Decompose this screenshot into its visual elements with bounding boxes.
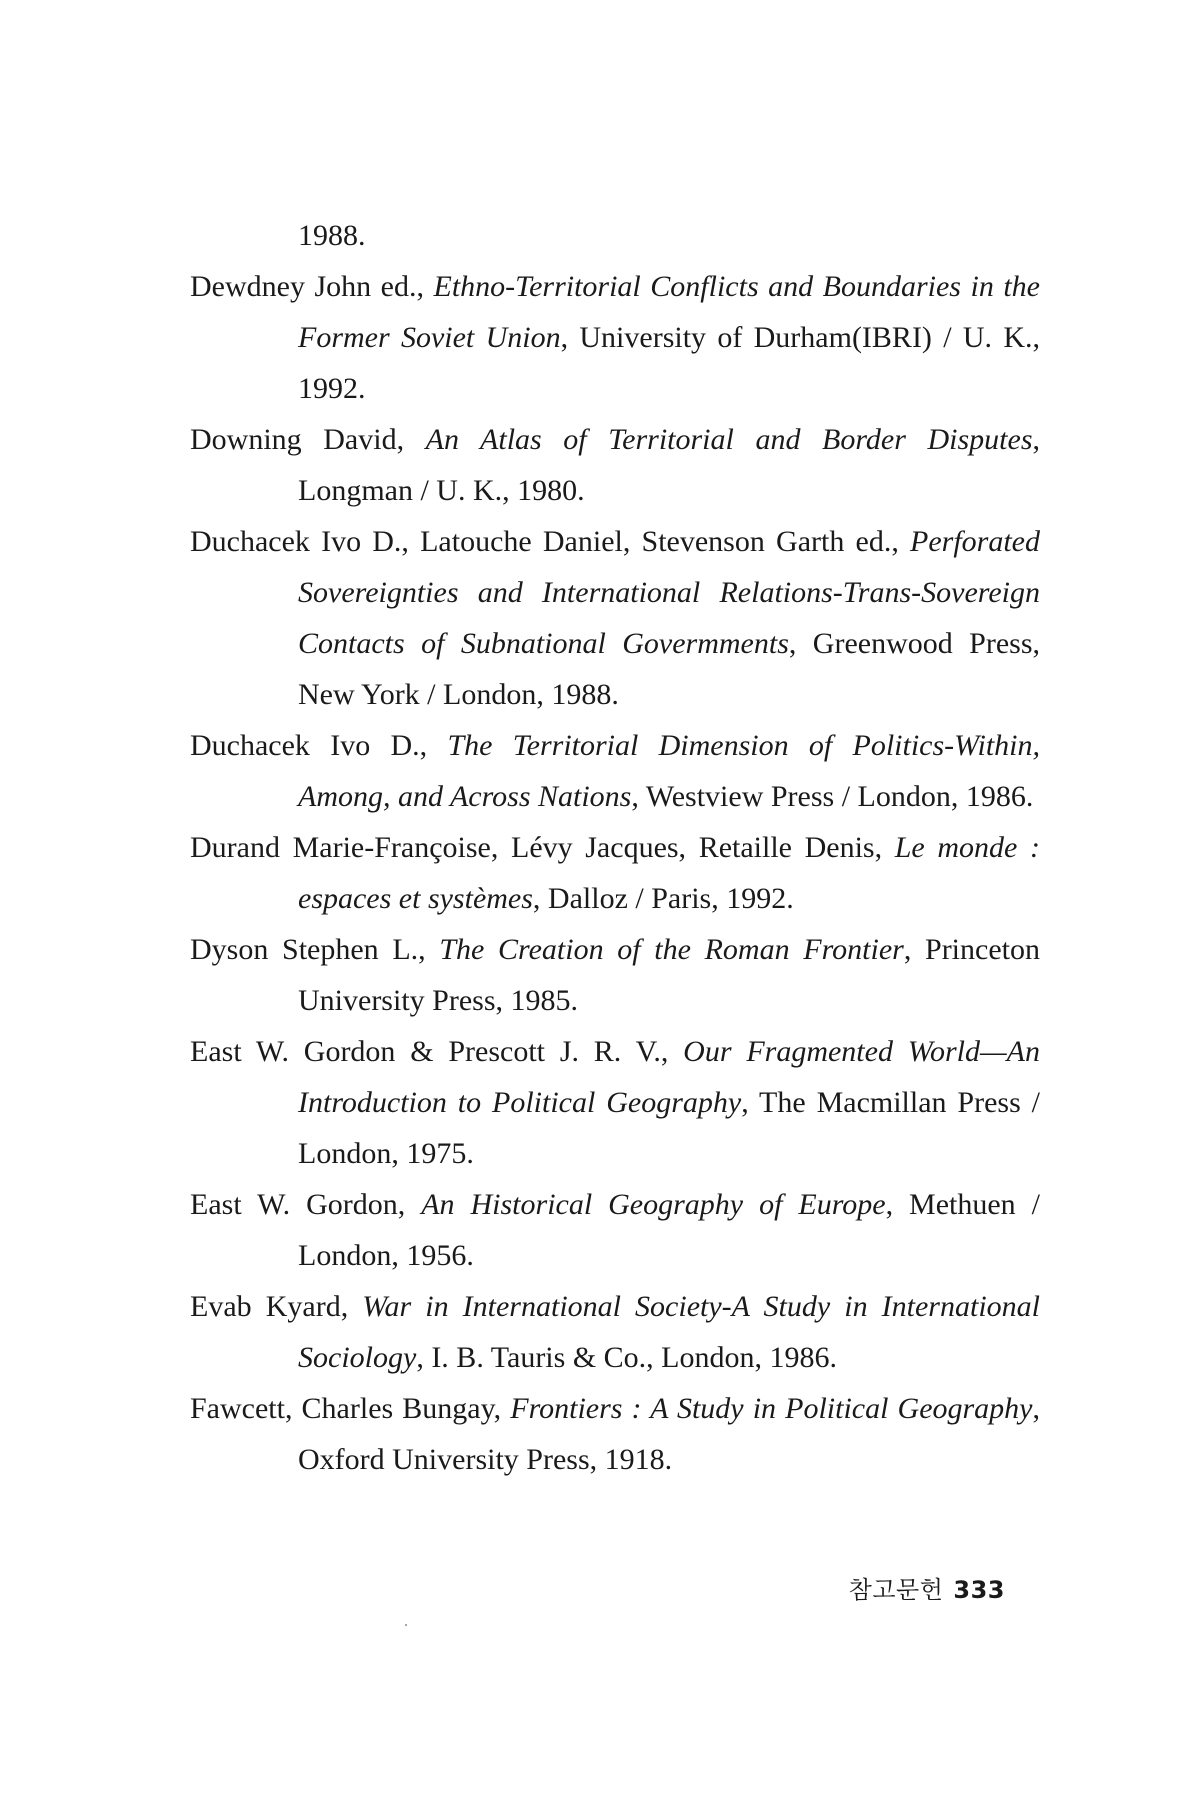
ref-title: The Creation of the Roman Frontier [439,933,904,966]
ref-title: An Historical Geography of Europe [421,1188,886,1221]
ref-author: Dyson Stephen L., [190,933,440,966]
ref-author: Duchacek Ivo D., Latouche Daniel, Stevenson Garth ed., [190,525,911,558]
ref-publisher: , Greenwood Press, New York / London, 1988. [298,627,1040,711]
reference-entry [190,516,1040,720]
reference-entry [190,720,1040,822]
reference-entry [190,1281,1040,1383]
ref-publisher: , The Macmillan Press / London, 1975. [298,1086,1041,1170]
reference-entry [190,1179,1040,1281]
ref-title: Perforated Sovereignties and International Relations-Trans-Sovereign Contacts of Subnational Govermments [298,525,1040,660]
reference-entry [190,822,1040,924]
ref-author: Downing David, [190,423,426,456]
reference-entry [190,924,1040,1026]
ref-title: The Territorial Dimension of Politics-Within, Among, and Across Nations [298,729,1040,813]
ref-publisher: , Princeton University Press, 1985. [298,933,1040,1017]
ref-author: Dewdney John ed., [190,270,434,303]
continuation-line: 1988. [298,219,366,252]
page-number: 333 [953,1576,1005,1604]
reference-list [190,210,1040,1485]
scan-speck [405,1624,407,1626]
ref-title: War in International Society-A Study in International Sociology [298,1290,1040,1374]
ref-title: Le monde : espaces et systèmes [298,831,1040,915]
ref-publisher: , Longman / U. K., 1980. [298,423,1040,507]
reference-entry [190,1026,1040,1179]
reference-entry [190,261,1040,414]
ref-author: East W. Gordon, [190,1188,422,1221]
ref-publisher: , Dalloz / Paris, 1992. [532,882,794,915]
section-label: 참고문헌 [848,1576,944,1604]
ref-title: Frontiers : A Study in Political Geography [510,1392,1033,1425]
ref-author: Fawcett, Charles Bungay, [190,1392,511,1425]
ref-publisher: , Oxford University Press, 1918. [298,1392,1040,1476]
ref-publisher: , University of Durham(IBRI) / U. K., 1992. [298,321,1040,405]
ref-author: Duchacek Ivo D., [190,729,448,762]
reference-entry [190,414,1040,516]
ref-title: Ethno-Territorial Conflicts and Boundaries in the Former Soviet Union [298,270,1040,354]
ref-title: An Atlas of Territorial and Border Disputes [425,423,1033,456]
ref-author: East W. Gordon & Prescott J. R. V., [190,1035,684,1068]
ref-publisher: , Methuen / London, 1956. [298,1188,1040,1272]
ref-author: Evab Kyard, [190,1290,363,1323]
page-footer [849,1570,1005,1605]
ref-author: Durand Marie-Françoise, Lévy Jacques, Retaille Denis, [190,831,895,864]
ref-title: Our Fragmented World—An Introduction to Political Geography [298,1035,1040,1119]
ref-publisher: , Westview Press / London, 1986. [631,780,1034,813]
reference-entry [190,1383,1040,1485]
ref-publisher: , I. B. Tauris & Co., London, 1986. [416,1341,837,1374]
